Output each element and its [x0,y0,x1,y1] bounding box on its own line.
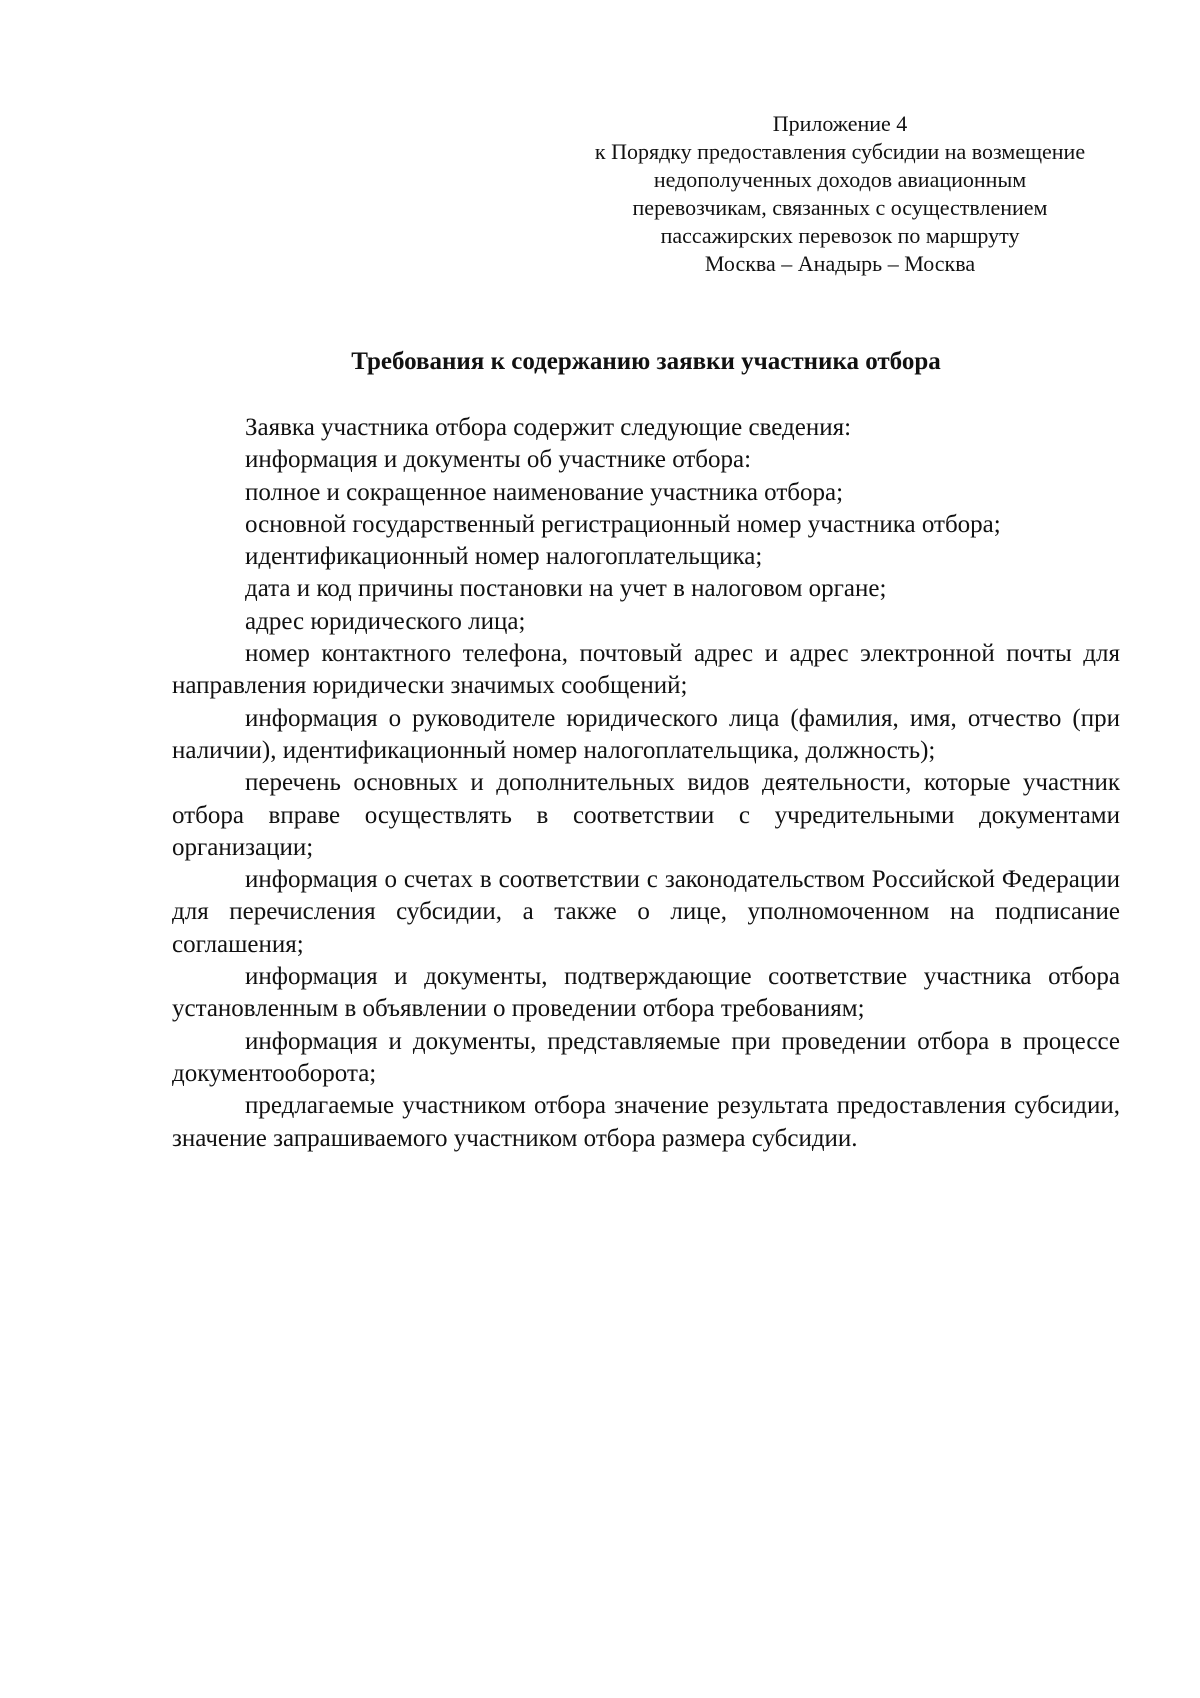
body-paragraph: информация и документы об участнике отбора: [245,446,752,474]
appendix-line: Москва – Анадырь – Москва [704,251,976,276]
body-paragraph: Заявка участника отбора содержит следующие сведения: [245,414,852,441]
appendix-header [560,110,1120,278]
body-paragraph: номер контактного телефона, почтовый адрес и адрес электронной почты для направления юридически значимых сообщений; [172,640,1120,700]
body-paragraph: информация о руководителе юридического лица (фамилия, имя, отчество (при наличии), идентификационный номер налогоплательщика, должность); [172,704,1120,764]
appendix-line: перевозчикам, связанных с осуществлением [632,195,1048,220]
body-paragraph: идентификационный номер налогоплательщика; [245,543,763,571]
body-paragraph: основной государственный регистрационный номер участника отбора; [245,510,1001,538]
appendix-line: Приложение 4 [772,111,908,136]
body-paragraph: информация и документы, представляемые при проведении отбора в процессе документооборота; [172,1027,1120,1087]
body-paragraph: информация о счетах в соответствии с законодательством Российской Федерации для перечисления субсидии, а также о лице, уполномоченном на подписание соглашения; [172,866,1120,958]
body-paragraph: информация и документы, подтверждающие соответствие участника отбора установленным в объявлении о проведении отбора требованиям; [172,963,1120,1023]
document-title: Требования к содержанию заявки участника отбора [351,348,941,375]
appendix-line: пассажирских перевозок по маршруту [660,223,1020,248]
document-body [172,412,1120,1155]
appendix-line: недополученных доходов авиационным [653,167,1027,192]
body-paragraph: перечень основных и дополнительных видов деятельности, которые участник отбора вправе осуществлять в соответствии с учредительными документами организации; [172,769,1120,861]
body-paragraph: дата и код причины постановки на учет в налоговом органе; [245,575,887,603]
body-paragraph: адрес юридического лица; [245,607,526,635]
body-paragraph: предлагаемые участником отбора значение результата предоставления субсидии, значение запрашиваемого участником отбора размера субсидии. [172,1092,1120,1152]
body-paragraph: полное и сокращенное наименование участника отбора; [245,478,844,506]
appendix-line: к Порядку предоставления субсидии на возмещение [594,139,1086,164]
